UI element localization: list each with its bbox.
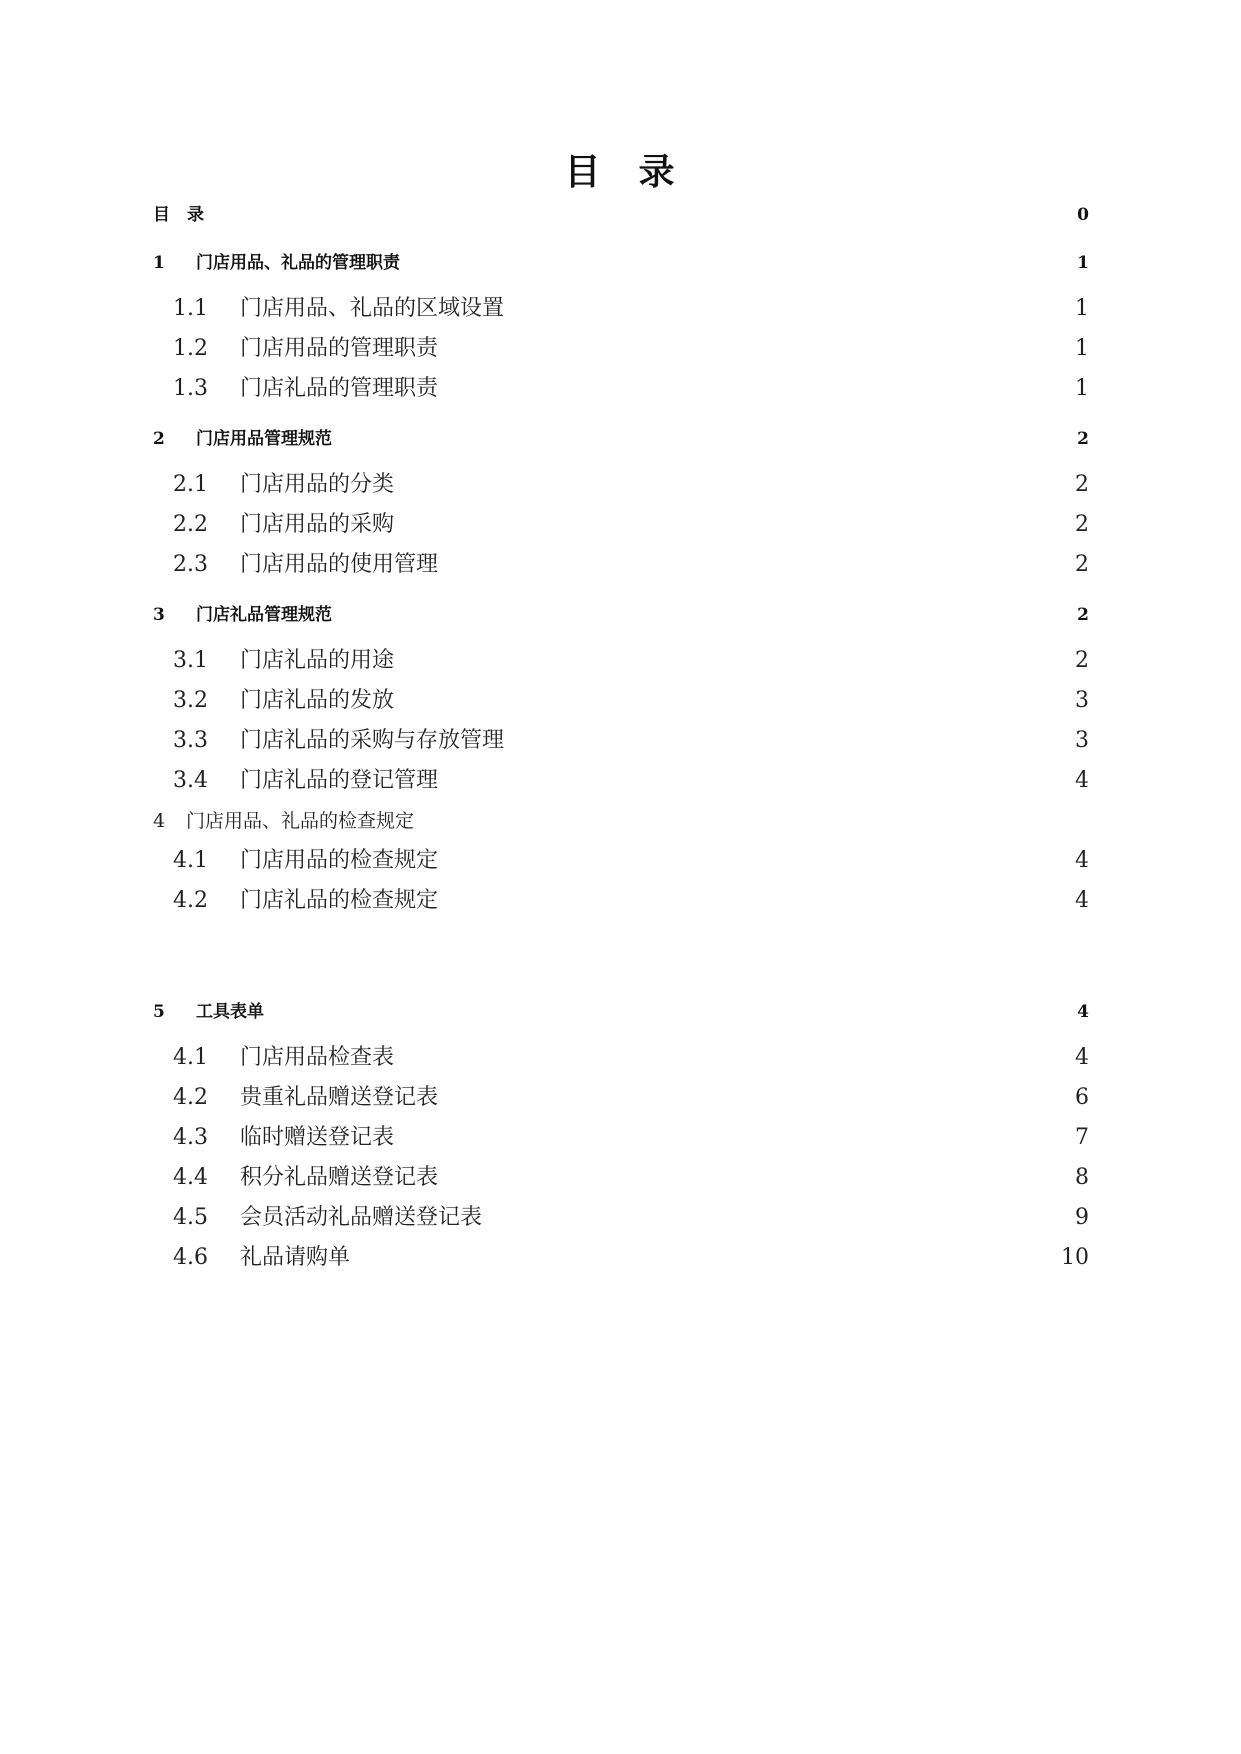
toc-entry-number: 4.2	[173, 888, 208, 913]
toc-entry-page[interactable]: 4	[1075, 888, 1089, 913]
toc-entry-label[interactable]: 门店用品管理规范	[196, 429, 332, 449]
toc-entry-page[interactable]: 1	[1077, 253, 1089, 273]
toc-entry-page[interactable]: 8	[1075, 1165, 1089, 1190]
toc-entry-page[interactable]: 4	[1075, 768, 1089, 793]
toc-entry-number: 4.6	[173, 1245, 208, 1270]
toc-entry-page[interactable]: 2	[1075, 512, 1089, 537]
toc-entry-label[interactable]: 门店用品、礼品的管理职责	[196, 253, 400, 273]
toc-entry[interactable]	[0, 427, 1241, 451]
toc-entry-page[interactable]: 4	[1077, 1002, 1089, 1022]
toc-entry-label[interactable]: 门店礼品的发放	[240, 688, 395, 713]
toc-entry-label[interactable]: 工具表单	[196, 1002, 264, 1022]
toc-entry-page[interactable]: 2	[1077, 429, 1089, 449]
toc-entry-label[interactable]: 会员活动礼品赠送登记表	[240, 1205, 483, 1230]
toc-entry-label[interactable]: 门店用品、礼品的区域设置	[240, 296, 505, 321]
toc-entry[interactable]	[0, 550, 1241, 580]
toc-entry-label[interactable]: 门店礼品的管理职责	[240, 376, 439, 401]
toc-entry[interactable]	[0, 766, 1241, 796]
toc-entry-number: 4	[153, 810, 166, 832]
toc-entry-page[interactable]: 0	[1077, 205, 1089, 225]
toc-entry-label[interactable]: 门店用品的管理职责	[240, 336, 439, 361]
toc-entry-number: 3.1	[173, 648, 208, 673]
toc-entry-page[interactable]: 6	[1075, 1085, 1089, 1110]
toc-entry[interactable]	[0, 1163, 1241, 1193]
toc-entry[interactable]	[0, 1043, 1241, 1073]
toc-entry[interactable]	[0, 808, 1241, 834]
toc-title-part-1: 目	[564, 152, 603, 193]
toc-entry[interactable]	[0, 510, 1241, 540]
toc-entry-page[interactable]: 3	[1075, 688, 1089, 713]
toc-entry-number: 4.2	[173, 1085, 208, 1110]
toc-title-part-2: 录	[638, 152, 677, 193]
toc-entry[interactable]	[0, 686, 1241, 716]
toc-entry[interactable]	[0, 646, 1241, 676]
toc-entry[interactable]	[0, 1083, 1241, 1113]
toc-entry-label[interactable]: 门店用品的采购	[240, 512, 395, 537]
toc-entry-page[interactable]: 4	[1075, 1045, 1089, 1070]
toc-entry-number: 3	[153, 605, 165, 625]
toc-entry-label[interactable]: 礼品请购单	[240, 1245, 351, 1270]
toc-entry[interactable]	[0, 294, 1241, 324]
toc-entry-label[interactable]: 门店礼品的采购与存放管理	[240, 728, 505, 753]
toc-entry-label[interactable]: 积分礼品赠送登记表	[240, 1165, 439, 1190]
toc-entry-number: 4.1	[173, 848, 208, 873]
toc-entry-label[interactable]: 门店礼品管理规范	[196, 605, 332, 625]
toc-entry[interactable]	[0, 846, 1241, 876]
toc-entry-page[interactable]: 2	[1075, 648, 1089, 673]
toc-entry-page[interactable]: 10	[1061, 1245, 1089, 1270]
toc-entry-number: 1.2	[173, 336, 208, 361]
toc-entry-label[interactable]: 临时赠送登记表	[240, 1125, 395, 1150]
toc-entry-page[interactable]: 9	[1075, 1205, 1089, 1230]
toc-entry-page[interactable]: 1	[1075, 376, 1089, 401]
toc-entry-label[interactable]: 门店用品的分类	[240, 472, 395, 497]
toc-entry[interactable]	[0, 726, 1241, 756]
toc-entry-label[interactable]: 门店礼品的登记管理	[240, 768, 439, 793]
toc-entry-label[interactable]: 目 录	[153, 205, 204, 225]
toc-entry-number: 1.1	[173, 296, 208, 321]
toc-entry-page[interactable]: 1	[1075, 296, 1089, 321]
toc-entry[interactable]	[0, 886, 1241, 916]
toc-entry[interactable]	[0, 603, 1241, 627]
toc-entry-label[interactable]: 贵重礼品赠送登记表	[240, 1085, 439, 1110]
toc-entry-number: 4.4	[173, 1165, 208, 1190]
toc-entry-number: 1.3	[173, 376, 208, 401]
toc-entry-number: 2	[153, 429, 165, 449]
toc-entry-label[interactable]: 门店礼品的检查规定	[240, 888, 439, 913]
toc-entry-number: 2.1	[173, 472, 208, 497]
toc-entry-label[interactable]: 门店礼品的用途	[240, 648, 395, 673]
toc-entry-number: 3.3	[173, 728, 208, 753]
toc-entry-page[interactable]: 4	[1075, 848, 1089, 873]
toc-entry[interactable]	[0, 203, 1241, 227]
toc-entry-number: 2.3	[173, 552, 208, 577]
toc-entry[interactable]	[0, 374, 1241, 404]
toc-entry[interactable]	[0, 1000, 1241, 1024]
toc-entry-number: 3.2	[173, 688, 208, 713]
toc-entry-number: 1	[153, 253, 165, 273]
toc-entry-page[interactable]: 2	[1075, 472, 1089, 497]
toc-entry-page[interactable]: 2	[1077, 605, 1089, 625]
toc-entry-page[interactable]: 3	[1075, 728, 1089, 753]
toc-entry-label[interactable]: 门店用品、礼品的检查规定	[186, 810, 415, 832]
toc-entry[interactable]	[0, 334, 1241, 364]
toc-entry[interactable]	[0, 470, 1241, 500]
toc-entry-page[interactable]: 7	[1075, 1125, 1089, 1150]
toc-entry-label[interactable]: 门店用品的检查规定	[240, 848, 439, 873]
toc-entry-number: 3.4	[173, 768, 208, 793]
toc-entry-label[interactable]: 门店用品的使用管理	[240, 552, 439, 577]
toc-entry-number: 4.3	[173, 1125, 208, 1150]
toc-entry-number: 2.2	[173, 512, 208, 537]
toc-entry-number: 4.1	[173, 1045, 208, 1070]
toc-entry[interactable]	[0, 251, 1241, 275]
toc-entry[interactable]	[0, 1243, 1241, 1273]
toc-entry[interactable]	[0, 1123, 1241, 1153]
toc-entry[interactable]	[0, 1203, 1241, 1233]
toc-entry-number: 5	[153, 1002, 165, 1022]
toc-entry-number: 4.5	[173, 1205, 208, 1230]
toc-entry-label[interactable]: 门店用品检查表	[240, 1045, 395, 1070]
toc-entry-page[interactable]: 2	[1075, 552, 1089, 577]
toc-entry-page[interactable]: 1	[1075, 336, 1089, 361]
